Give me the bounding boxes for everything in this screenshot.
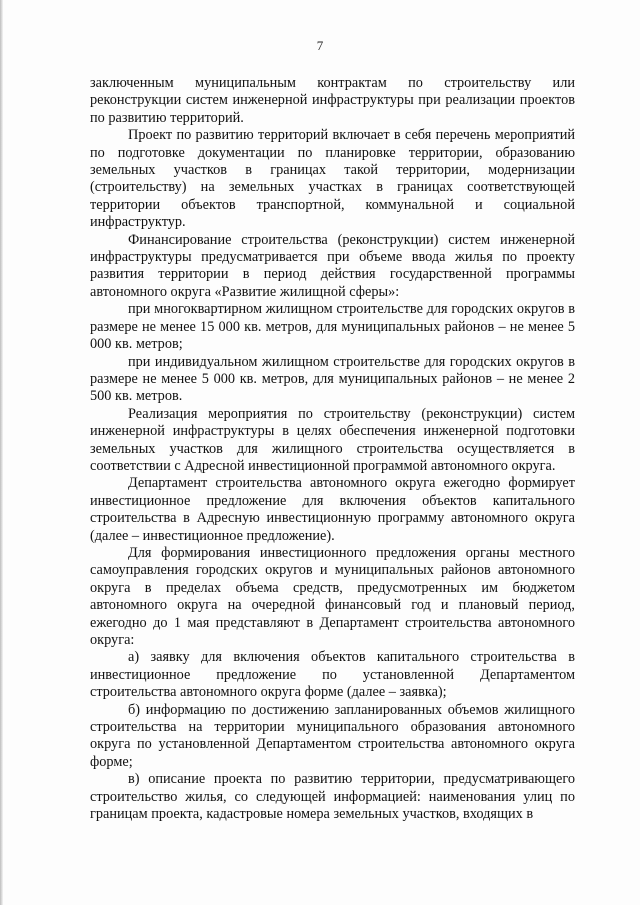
- paragraph-multi-apartment: при многоквартирном жилищном строительстве для городских округов в размере не менее 15 000 кв. метров, для муниципальных районов – не менее 5 000 кв. метров;: [90, 301, 575, 353]
- paragraph-formation: Для формирования инвестиционного предложения органы местного самоуправления городских округов и муниципальных районов автономного округа в пределах объема средств, предусмотренных им бюджетом автономного округа на очередной финансовый год и плановый период, ежегодно до 1 мая представляют в Департамент строительства автономного округа:: [90, 544, 575, 648]
- paragraph-continuation: заключенным муниципальным контрактам по строительству или реконструкции систем инженерной инфраструктуры при реализации проектов по развитию территорий.: [90, 75, 575, 126]
- paragraph-implementation: Реализация мероприятия по строительству (реконструкции) систем инженерной инфраструктуры в целях обеспечения инженерной подготовки земельных участков для жилищного строительства осуществляется в соответствии с Адресной инвестиционной программой автономного округа.: [90, 405, 575, 474]
- paragraph-item-a: а) заявку для включения объектов капитального строительства в инвестиционное предложение по установленной Департаментом строительства автономного округа форме (далее – заявка);: [90, 649, 575, 701]
- document-body: [90, 75, 575, 823]
- paragraph-item-b: б) информацию по достижению запланированных объемов жилищного строительства на территории муниципального образования автономного округа по установленной Департаментом строительства автономного округа форме;: [90, 701, 575, 770]
- paragraph-financing: Финансирование строительства (реконструкции) систем инженерной инфраструктуры предусматривается при объеме ввода жилья по проекту развития территории в период действия государственной программы автономного округа «Развитие жилищной сферы»:: [90, 231, 575, 300]
- paragraph-individual-housing: при индивидуальном жилищном строительстве для городских округов в размере не менее 5 000 кв. метров, для муниципальных районов – не менее 2 500 кв. метров.: [90, 353, 575, 405]
- paragraph-department: Департамент строительства автономного округа ежегодно формирует инвестиционное предложение для включения объектов капитального строительства в Адресную инвестиционную программу автономного округа (далее – инвестиционное предложение).: [90, 475, 575, 544]
- page-number: 7: [316, 38, 324, 53]
- paragraph-item-v: в) описание проекта по развитию территории, предусматривающего строительство жилья, со следующей информацией: наименования улиц по границам проекта, кадастровые номера земельных участков, входящих в: [90, 771, 575, 823]
- scan-edge-shadow: [0, 0, 3, 905]
- paragraph-project-description: Проект по развитию территорий включает в себя перечень мероприятий по подготовке документации по планировке территории, образованию земельных участков в границах такой территории, модернизации (строительству) на земельных участках в границах соответствующей территории объектов транспортной, коммунальной и социальной инфраструктур.: [90, 127, 575, 231]
